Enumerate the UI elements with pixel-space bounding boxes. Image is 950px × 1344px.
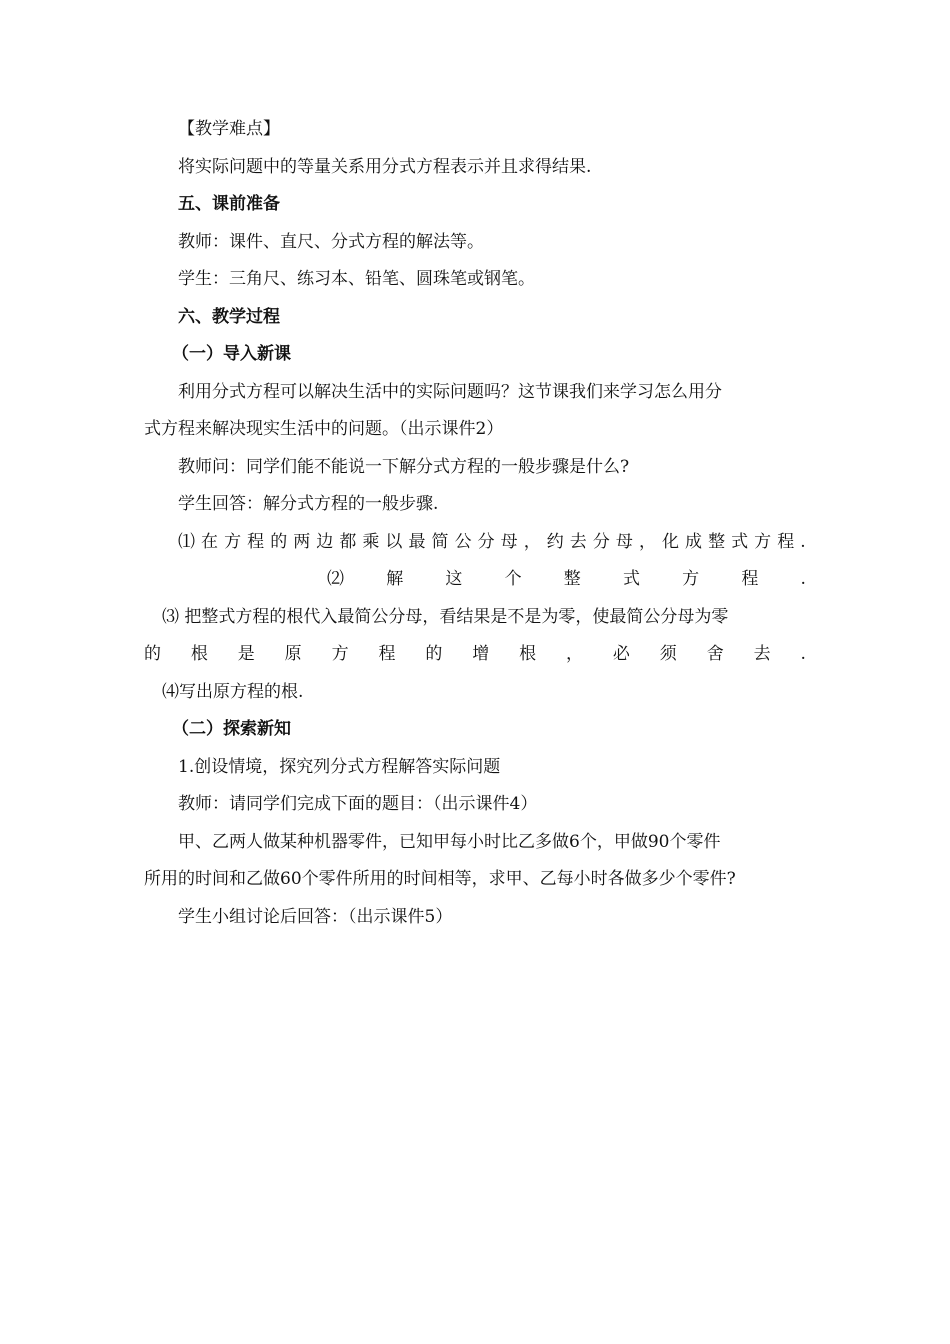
step-1-char: . bbox=[800, 532, 806, 552]
step-3-char: 须 bbox=[659, 644, 677, 664]
step-1-char: ， bbox=[638, 532, 656, 552]
step-2-char: 解 bbox=[386, 569, 404, 589]
problem-line-1: 甲、乙两人做某种机器零件，已知甲每小时比乙多做6个，甲做90个零件 bbox=[178, 832, 721, 852]
step-3-char: 的 bbox=[425, 644, 443, 664]
step-1-char: 程 bbox=[247, 532, 265, 552]
step-2-char: 程 bbox=[741, 569, 759, 589]
step-1-char: 的 bbox=[270, 532, 288, 552]
subheading-introduction: （一）导入新课 bbox=[172, 344, 291, 364]
step-2-char: ⑵ bbox=[327, 569, 344, 589]
step-1-char: 分 bbox=[592, 532, 610, 552]
problem-line-2: 所用的时间和乙做60个零件所用的时间相等，求甲、乙每小时各做多少个零件? bbox=[144, 869, 736, 889]
teacher-preparation: 教师：课件、直尺、分式方程的解法等。 bbox=[178, 232, 484, 252]
step-1-line bbox=[178, 530, 806, 554]
step-3-char: 舍 bbox=[706, 644, 724, 664]
step-1-char: 公 bbox=[454, 532, 472, 552]
student-answer: 学生回答：解分式方程的一般步骤. bbox=[178, 494, 439, 514]
step-1-char: 边 bbox=[316, 532, 334, 552]
step-1-char: 成 bbox=[685, 532, 703, 552]
step-3-char: 程 bbox=[378, 644, 396, 664]
step-1-char: 化 bbox=[661, 532, 679, 552]
step-1-char: 去 bbox=[569, 532, 587, 552]
section-heading-process: 六、教学过程 bbox=[178, 307, 280, 327]
step-1-char: 母 bbox=[500, 532, 518, 552]
teacher-question: 教师问：同学们能不能说一下解分式方程的一般步骤是什么? bbox=[178, 457, 630, 477]
step-1-char: 整 bbox=[708, 532, 726, 552]
group-answer: 学生小组讨论后回答：（出示课件5） bbox=[178, 907, 453, 927]
difficulty-text: 将实际问题中的等量关系用分式方程表示并且求得结果. bbox=[178, 157, 592, 177]
step-3-char: . bbox=[800, 644, 806, 664]
step-1-char: ⑴ bbox=[178, 532, 195, 552]
step-1-char: 方 bbox=[224, 532, 242, 552]
step-2-line bbox=[327, 567, 806, 591]
step-1-char: 方 bbox=[754, 532, 772, 552]
step-3-line-1: ⑶ 把整式方程的根代入最简公分母，看结果是不是为零，使最简公分母为零 bbox=[162, 607, 729, 627]
step-3-char: 方 bbox=[331, 644, 349, 664]
step-3-char: 增 bbox=[472, 644, 490, 664]
step-1-char: 母 bbox=[615, 532, 633, 552]
step-3-char: 是 bbox=[237, 644, 255, 664]
teacher-task: 教师：请同学们完成下面的题目：（出示课件4） bbox=[178, 794, 538, 814]
step-1-char: 约 bbox=[546, 532, 564, 552]
step-1-char: 都 bbox=[339, 532, 357, 552]
step-2-char: 这 bbox=[445, 569, 463, 589]
heading-difficulty: 【教学难点】 bbox=[178, 119, 280, 139]
step-1-char: 最 bbox=[408, 532, 426, 552]
section-heading-preparation: 五、课前准备 bbox=[178, 194, 280, 214]
step-2-char: 式 bbox=[622, 569, 640, 589]
step-4-line: ⑷写出原方程的根. bbox=[162, 682, 304, 702]
step-1-char: 在 bbox=[201, 532, 219, 552]
step-3-char: 去 bbox=[753, 644, 771, 664]
step-3-char: 根 bbox=[519, 644, 537, 664]
step-3-char: 原 bbox=[284, 644, 302, 664]
step-1-char: 乘 bbox=[362, 532, 380, 552]
step-3-char: 的 bbox=[144, 644, 161, 664]
step-3-char: 根 bbox=[190, 644, 208, 664]
intro-paragraph-line-2: 式方程来解决现实生活中的问题。（出示课件2） bbox=[144, 419, 504, 439]
step-3-line-2 bbox=[144, 642, 806, 666]
step-1-char: 分 bbox=[477, 532, 495, 552]
step-1-char: 式 bbox=[731, 532, 749, 552]
step-2-char: 整 bbox=[563, 569, 581, 589]
step-2-char: 个 bbox=[504, 569, 522, 589]
step-1-char: 以 bbox=[385, 532, 403, 552]
subheading-explore: （二）探索新知 bbox=[172, 719, 291, 739]
step-1-char: 两 bbox=[293, 532, 311, 552]
step-3-char: 必 bbox=[612, 644, 630, 664]
step-1-char: 程 bbox=[777, 532, 795, 552]
intro-paragraph-line-1: 利用分式方程可以解决生活中的实际问题吗？这节课我们来学习怎么用分 bbox=[178, 382, 722, 402]
step-1-char: ， bbox=[523, 532, 541, 552]
student-preparation: 学生：三角尺、练习本、铅笔、圆珠笔或钢笔。 bbox=[178, 269, 535, 289]
step-1-char: 简 bbox=[431, 532, 449, 552]
step-2-char: 方 bbox=[682, 569, 700, 589]
explore-title: 1.创设情境，探究列分式方程解答实际问题 bbox=[178, 757, 501, 777]
step-3-char: ， bbox=[566, 644, 584, 664]
step-2-char: . bbox=[800, 569, 806, 589]
